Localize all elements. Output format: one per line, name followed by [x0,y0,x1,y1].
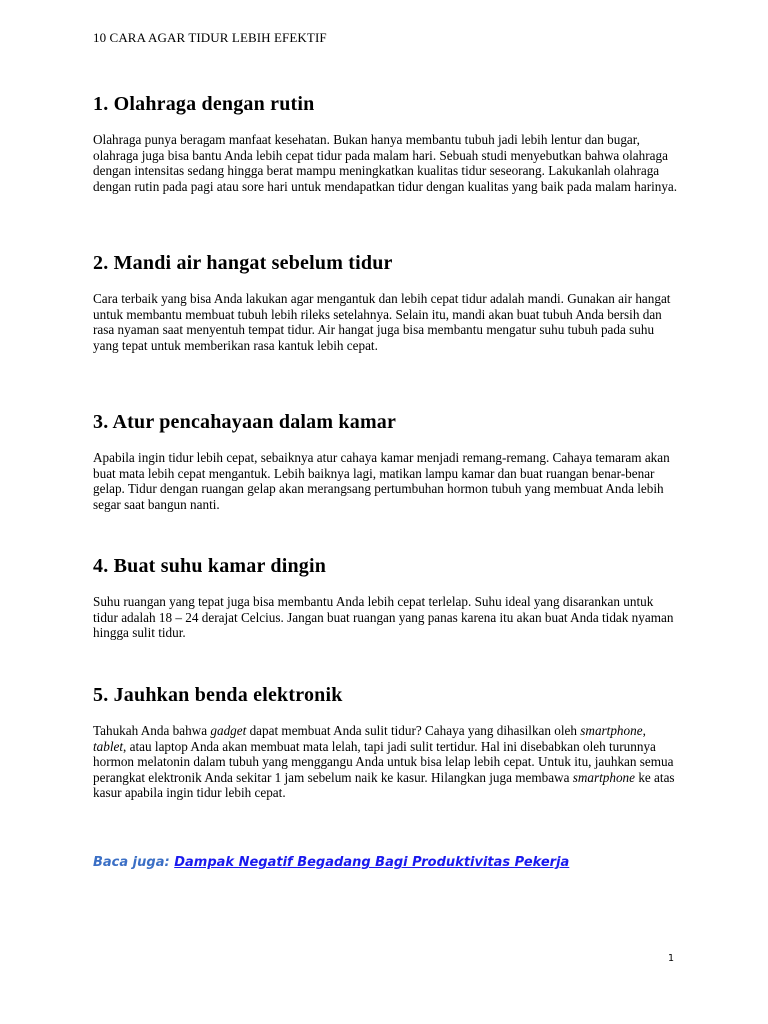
related-article-link[interactable]: Dampak Negatif Begadang Bagi Produktivitas Pekerja [174,855,570,870]
section-body: Suhu ruangan yang tepat juga bisa membantu Anda lebih cepat terlelap. Suhu ideal yang disarankan untuk tidur adalah 18 – 24 derajat Celcius. Jangan buat ruangan yang panas karena itu akan buat Anda tidak nyaman hingga sulit tidur. [93,594,674,640]
body-text: ke atas kasur apabila ingin tidur lebih cepat. [93,769,675,800]
body-text: dapat membuat Anda sulit tidur? Cahaya yang dihasilkan oleh [246,723,581,738]
section-body: Apabila ingin tidur lebih cepat, sebaiknya atur cahaya kamar menjadi remang-remang. Cahaya temaram akan buat mata lebih cepat mengantuk. Lebih baiknya lagi, matikan lampu kamar dan buat ruangan benar-benar gelap. Tidur dengan ruangan gelap akan merangsang pertumbuhan hormon tubuh yang membuat Anda lebih segar saat bangun nanti. [93,450,670,512]
page-header: 10 CARA AGAR TIDUR LEBIH EFEKTIF [93,30,327,45]
section-body [93,723,678,801]
page-number: 1 [668,953,675,964]
section-title: 2. Mandi air hangat sebelum tidur [93,252,393,274]
section-3 [93,410,678,512]
body-emphasis: gadget [210,723,247,738]
section-title: 1. Olahraga dengan rutin [93,93,315,115]
section-4 [93,554,678,641]
section-2 [93,251,678,353]
baca-juga-label: Baca juga: [93,855,170,870]
section-1 [93,92,678,194]
body-emphasis: smartphone [580,723,643,738]
body-text: , atau laptop Anda akan membuat mata lelah, tapi jadi sulit tertidur. Hal ini disebabkan oleh turunnya hormon melatonin dalam tubuh yang menggangu Anda untuk bisa lelap lebih cepat. Untuk itu, jauhkan semua perangkat elektronik Anda sekitar 1 jam sebelum naik ke kasur. Hilangkan juga membawa [93,738,674,785]
section-title: 5. Jauhkan benda elektronik [93,684,343,706]
body-text: Tahukah Anda bahwa [93,723,211,738]
section-title: 3. Atur pencahayaan dalam kamar [93,411,397,433]
body-text: , [642,723,646,738]
body-emphasis: smartphone [572,769,636,785]
baca-juga [93,855,569,870]
section-5 [93,683,678,801]
section-body: Olahraga punya beragam manfaat kesehatan. Bukan hanya membantu tubuh jadi lebih lentur dan bugar, olahraga juga bisa bantu Anda lebih cepat tidur pada malam hari. Sebuah studi menyebutkan bahwa olahraga dengan intensitas sedang hingga berat mampu meningkatkan kualitas tidur seseorang. Lakukanlah olahraga dengan rutin pada pagi atau sore hari untuk mendapatkan tidur dengan kualitas yang baik pada malam harinya. [93,132,678,194]
section-body: Cara terbaik yang bisa Anda lakukan agar mengantuk dan lebih cepat tidur adalah mandi. Gunakan air hangat untuk membantu membuat tubuh lebih rileks setelahnya. Selain itu, mandi akan buat tubuh Anda bersih dan rasa nyaman saat menyentuh tempat tidur. Air hangat juga bisa membantu mengatur suhu tubuh pada suhu yang tepat untuk memberikan rasa kantuk lebih cepat. [93,291,671,353]
body-emphasis: tablet [93,738,124,754]
section-title: 4. Buat suhu kamar dingin [93,555,327,577]
